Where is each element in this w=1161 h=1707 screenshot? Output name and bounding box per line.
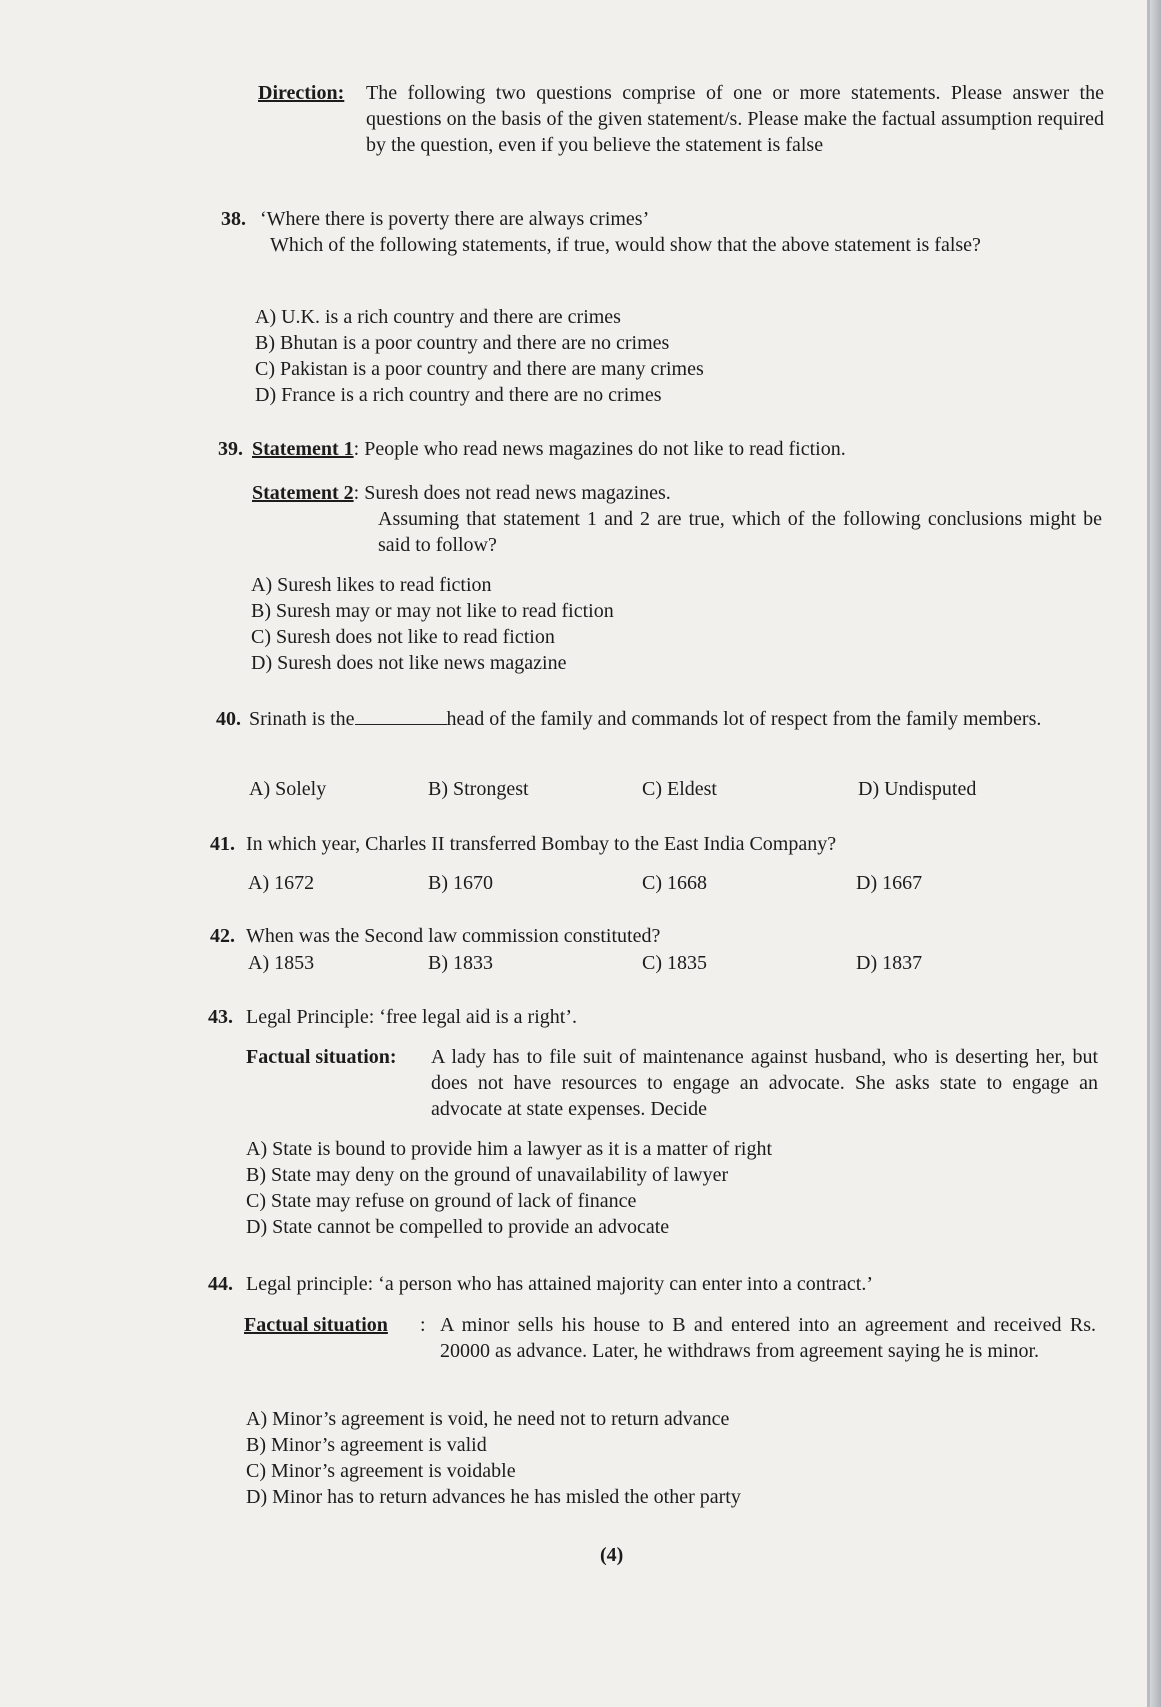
q39-statement-2-text: : Suresh does not read news magazines. bbox=[353, 482, 671, 504]
q44-option-a: A) Minor’s agreement is void, he need not to return advance bbox=[246, 1408, 730, 1430]
q43-number: 43. bbox=[208, 1006, 233, 1028]
q39-option-d: D) Suresh does not like news magazine bbox=[251, 652, 567, 674]
q42-option-d: D) 1837 bbox=[856, 952, 923, 974]
q41-option-a: A) 1672 bbox=[248, 872, 315, 894]
q43-factual-label: Factual situation: bbox=[246, 1046, 397, 1068]
q44-option-d: D) Minor has to return advances he has misled the other party bbox=[246, 1486, 741, 1508]
q44-option-b: B) Minor’s agreement is valid bbox=[246, 1434, 487, 1456]
page-edge bbox=[1150, 0, 1161, 1707]
q40-question bbox=[249, 706, 1100, 732]
q40-blank bbox=[355, 706, 447, 725]
q43-option-a: A) State is bound to provide him a lawyer as it is a matter of right bbox=[246, 1138, 772, 1160]
q39-option-a: A) Suresh likes to read fiction bbox=[251, 574, 492, 596]
q43-factual-text: A lady has to file suit of maintenance against husband, who is deserting her, but does not have resources to engage an advocate. She asks state to engage an advocate at state expenses. Decide bbox=[431, 1046, 1098, 1120]
q43-option-c: C) State may refuse on ground of lack of finance bbox=[246, 1190, 637, 1212]
q40-option-c: C) Eldest bbox=[642, 778, 717, 800]
q39-statement-1-label: Statement 1 bbox=[252, 438, 354, 460]
q43-option-d: D) State cannot be compelled to provide an advocate bbox=[246, 1216, 670, 1238]
q39-option-b: B) Suresh may or may not like to read fiction bbox=[251, 600, 614, 622]
q44-option-c: C) Minor’s agreement is voidable bbox=[246, 1460, 516, 1482]
q44-factual-colon: : bbox=[420, 1314, 426, 1336]
q40-option-b: B) Strongest bbox=[428, 778, 529, 800]
q39-statement-2 bbox=[252, 480, 671, 506]
q38-question: Which of the following statements, if true, would show that the above statement is false? bbox=[270, 234, 981, 256]
q40-option-a: A) Solely bbox=[249, 778, 327, 800]
page-number: (4) bbox=[600, 1544, 624, 1566]
q42-option-a: A) 1853 bbox=[248, 952, 315, 974]
direction-label: Direction: bbox=[258, 82, 345, 104]
q39-statement-2-label: Statement 2 bbox=[252, 482, 354, 504]
q38-option-b: B) Bhutan is a poor country and there are no crimes bbox=[255, 332, 670, 354]
q40-option-d: D) Undisputed bbox=[858, 778, 977, 800]
q40-text-after: head of the family and commands lot of respect from the family members. bbox=[446, 708, 1042, 730]
q44-principle: Legal principle: ‘a person who has attained majority can enter into a contract.’ bbox=[246, 1273, 873, 1295]
direction-text: The following two questions comprise of one or more statements. Please answer the questions on the basis of the given statement/s. Please make the factual assumption required by the question, even if you believe the statement is false bbox=[366, 82, 1104, 156]
q44-factual-label: Factual situation bbox=[244, 1314, 388, 1336]
q38-number: 38. bbox=[221, 208, 246, 230]
q38-option-a: A) U.K. is a rich country and there are crimes bbox=[255, 306, 621, 328]
q42-question: When was the Second law commission constituted? bbox=[246, 925, 661, 947]
q44-number: 44. bbox=[208, 1273, 233, 1295]
q40-text-before: Srinath is the bbox=[249, 708, 355, 730]
q42-option-c: C) 1835 bbox=[642, 952, 707, 974]
q39-question: Assuming that statement 1 and 2 are true, which of the following conclusions might be said to follow? bbox=[378, 508, 1102, 556]
q43-option-b: B) State may deny on the ground of unavailability of lawyer bbox=[246, 1164, 729, 1186]
q42-number: 42. bbox=[210, 925, 235, 947]
q43-principle: Legal Principle: ‘free legal aid is a right’. bbox=[246, 1006, 577, 1028]
q38-option-c: C) Pakistan is a poor country and there are many crimes bbox=[255, 358, 704, 380]
q38-quote: ‘Where there is poverty there are always crimes’ bbox=[260, 208, 650, 230]
q41-option-c: C) 1668 bbox=[642, 872, 707, 894]
q41-number: 41. bbox=[210, 833, 235, 855]
q41-question: In which year, Charles II transferred Bombay to the East India Company? bbox=[246, 833, 837, 855]
q42-option-b: B) 1833 bbox=[428, 952, 493, 974]
q39-statement-1 bbox=[252, 436, 846, 462]
q39-option-c: C) Suresh does not like to read fiction bbox=[251, 626, 555, 648]
q44-factual-text: A minor sells his house to B and entered into an agreement and received Rs. 20000 as advance. Later, he withdraws from agreement saying he is minor. bbox=[440, 1314, 1096, 1362]
q40-number: 40. bbox=[216, 708, 241, 730]
q41-option-b: B) 1670 bbox=[428, 872, 493, 894]
q41-option-d: D) 1667 bbox=[856, 872, 923, 894]
q39-number: 39. bbox=[218, 438, 243, 460]
q38-option-d: D) France is a rich country and there are no crimes bbox=[255, 384, 662, 406]
q39-statement-1-text: : People who read news magazines do not like to read fiction. bbox=[353, 438, 846, 460]
